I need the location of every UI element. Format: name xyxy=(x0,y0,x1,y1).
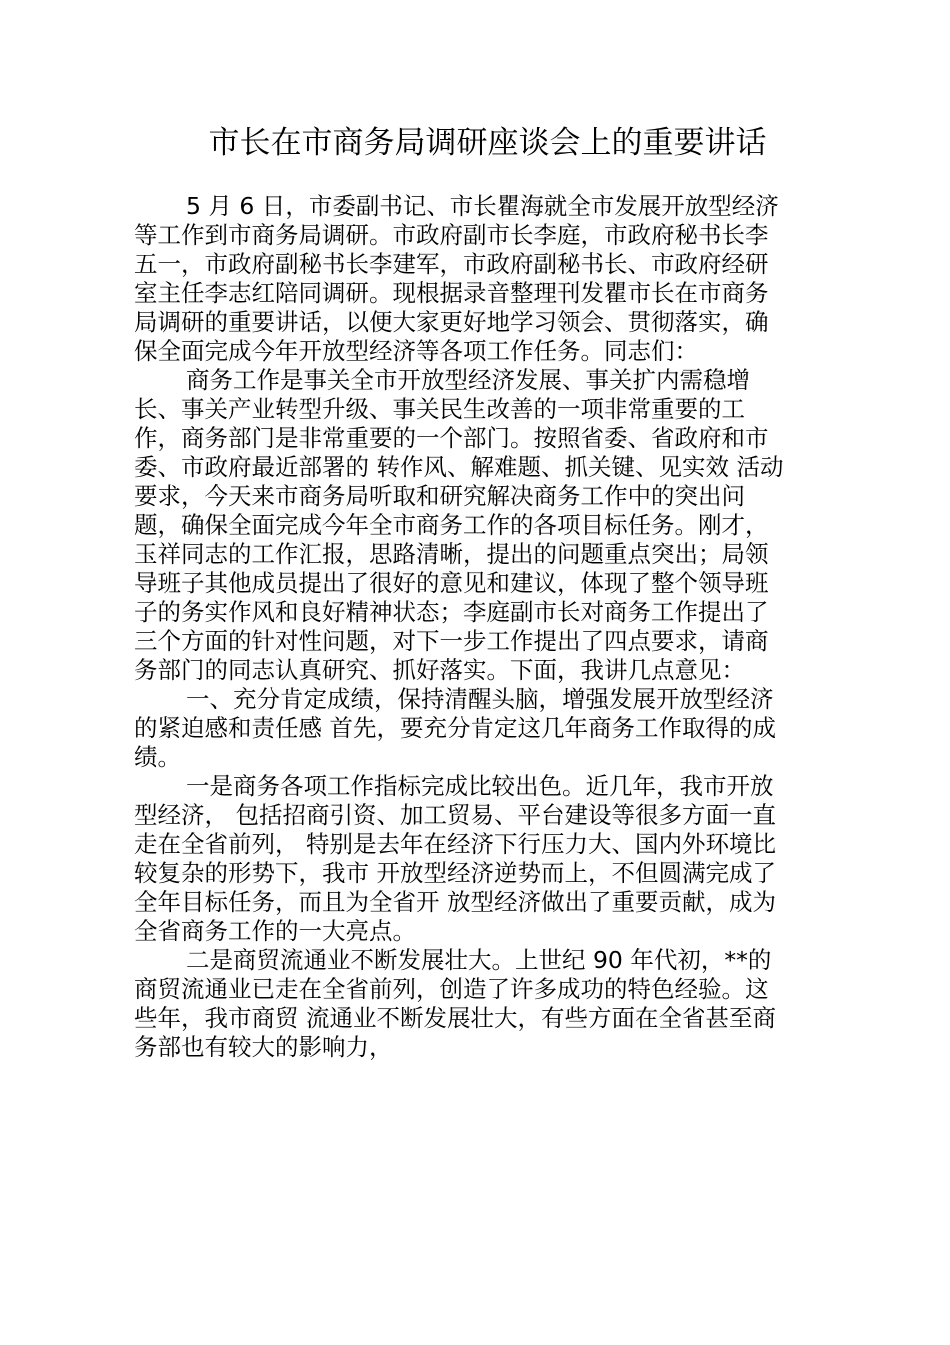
text-line: 5 月 6 日，市委副书记、市长瞿海就全市发展开放型经济 xyxy=(186,192,779,220)
text-line: 委、市政府最近部署的 转作风、解难题、抓关键、见实效 活动 xyxy=(134,453,784,481)
text-line: 一、充分肯定成绩，保持清醒头脑，增强发展开放型经济 xyxy=(186,685,774,713)
text-line: 一是商务各项工作指标完成比较出色。近几年，我市开放 xyxy=(186,772,774,800)
text-line: 要求，今天来市商务局听取和研究解决商务工作中的突出问 xyxy=(134,482,745,510)
text-line: 较复杂的形势下，我市 开放型经济逆势而上，不但圆满完成了 xyxy=(134,859,776,887)
text-line: 子的务实作风和良好精神状态；李庭副市长对商务工作提出了 xyxy=(134,598,769,626)
text-line: 作，商务部门是非常重要的一个部门。按照省委、省政府和市 xyxy=(134,424,769,452)
text-line: 室主任李志红陪同调研。现根据录音整理刊发瞿市长在市商务 xyxy=(134,279,769,307)
text-line: 商务工作是事关全市开放型经济发展、事关扩内需稳增 xyxy=(186,366,750,394)
document-title: 市长在市商务局调研座谈会上的重要讲话 xyxy=(208,125,767,161)
text-line: 等工作到市商务局调研。市政府副市长李庭，市政府秘书长李 xyxy=(134,221,769,249)
text-line: 三个方面的针对性问题，对下一步工作提出了四点要求，请商 xyxy=(134,627,769,655)
text-line: 局调研的重要讲话，以便大家更好地学习领会、贯彻落实，确 xyxy=(134,308,769,336)
text-line: 题，确保全面完成今年全市商务工作的各项目标任务。刚才， xyxy=(134,511,769,539)
text-line: 的紧迫感和责任感 首先，要充分肯定这几年商务工作取得的成 xyxy=(134,714,776,742)
text-line: 导班子其他成员提出了很好的意见和建议，体现了整个领导班 xyxy=(134,569,769,597)
text-line: 全省商务工作的一大亮点。 xyxy=(134,917,416,945)
text-line: 二是商贸流通业不断发展壮大。上世纪 90 年代初，**的 xyxy=(186,946,772,974)
text-line: 绩。 xyxy=(134,743,181,771)
text-line: 型经济， 包括招商引资、加工贸易、平台建设等很多方面一直 xyxy=(134,801,776,829)
document-body xyxy=(134,192,844,1062)
text-line: 走在全省前列， 特别是去年在经济下行压力大、国内外环境比 xyxy=(134,830,776,858)
text-line: 五一，市政府副秘书长李建军，市政府副秘书长、市政府经研 xyxy=(134,250,769,278)
text-line: 些年，我市商贸 流通业不断发展壮大，有些方面在全省甚至商 xyxy=(134,1004,776,1032)
text-line: 务部门的同志认真研究、抓好落实。下面，我讲几点意见： xyxy=(134,656,745,684)
text-line: 全年目标任务，而且为全省开 放型经济做出了重要贡献，成为 xyxy=(134,888,776,916)
text-line: 长、事关产业转型升级、事关民生改善的一项非常重要的工 xyxy=(134,395,745,423)
text-line: 保全面完成今年开放型经济等各项工作任务。同志们： xyxy=(134,337,698,365)
text-line: 玉祥同志的工作汇报，思路清晰，提出的问题重点突出；局领 xyxy=(134,540,769,568)
text-line: 商贸流通业已走在全省前列，创造了许多成功的特色经验。这 xyxy=(134,975,769,1003)
text-line: 务部也有较大的影响力， xyxy=(134,1033,393,1061)
